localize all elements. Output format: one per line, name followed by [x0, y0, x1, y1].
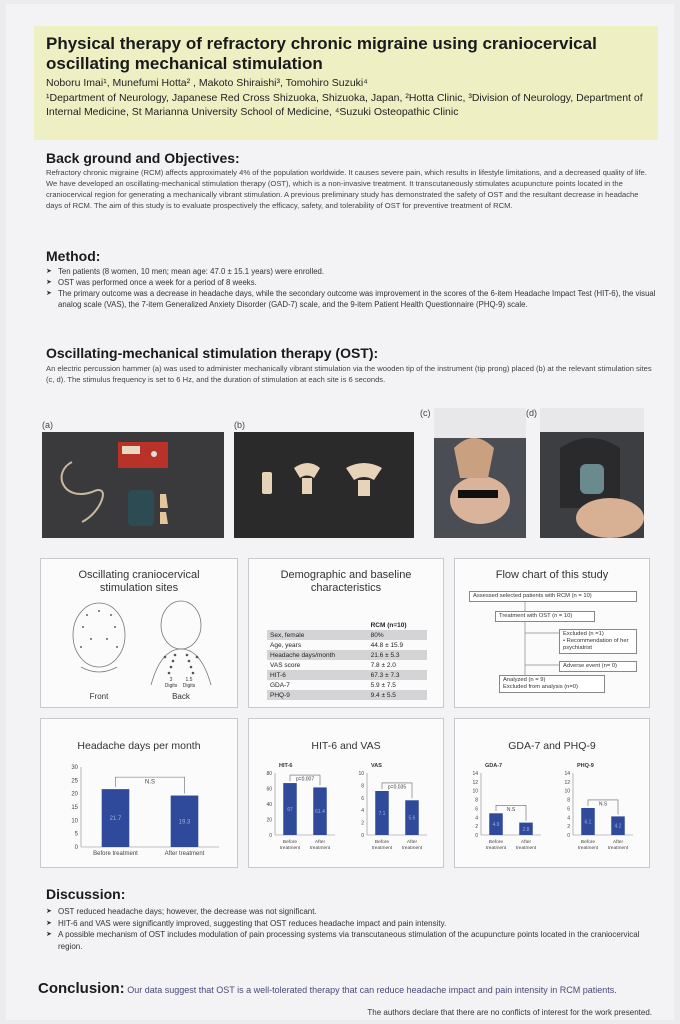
category-label: After treatment [164, 851, 205, 857]
subchart-title: VAS [371, 763, 382, 769]
sites-title: Oscillating craniocervical stimulation sites [78, 569, 200, 594]
y-tick-label: 4 [361, 808, 364, 815]
y-tick-label: 5 [74, 831, 78, 838]
flow-analyzed-label: Analyzed (n = 9) [503, 677, 546, 683]
y-tick-label: 0 [567, 833, 570, 839]
photo-label-d: (d) [526, 408, 537, 418]
category-label: treatment [515, 846, 537, 851]
photo-treatment-back [540, 408, 644, 538]
discussion-heading: Discussion: [46, 886, 126, 902]
conclusion [38, 980, 617, 997]
subchart-title: HIT-6 [279, 763, 293, 769]
table-row [267, 640, 427, 650]
y-tick-label: 14 [472, 771, 478, 777]
row-label: VAS score [270, 661, 301, 669]
panel-chart-headache-days [40, 718, 238, 868]
flow-excluded-label: Excluded (n =1) [563, 631, 604, 637]
category-label: After [314, 840, 326, 845]
bar-value-label: 67 [287, 807, 293, 814]
flow-assessed: Assessed selected patients with RCM (n = 10) [469, 591, 637, 602]
discussion-item: ➤ OST reduced headache days; however, the decrease was not significant. [46, 906, 656, 918]
y-tick-label: 8 [361, 783, 364, 790]
y-tick-label: 10 [564, 788, 570, 795]
category-label: treatment [371, 846, 393, 851]
category-label: treatment [607, 846, 629, 851]
y-tick-label: 8 [475, 797, 478, 804]
y-tick-label: 20 [71, 791, 78, 798]
flow-title: Flow chart of this study [495, 569, 609, 581]
baseline-title: Demographic and baseline characteristics [280, 569, 412, 594]
chart-title: GDA-7 and PHQ-9 [508, 740, 596, 752]
background-text: Refractory chronic migraine (RCM) affects approximately 4% of the population worldwide. It causes severe pain, which results in lifestyle limitations, and a decreased quality of life. We have developed an oscillating-mechanical stimulation therapy (OST), which is a non-invasive treatment. It transcutaneously stimulates acupuncture points located in the craniocervical region for generating a mechanically vibrant stimulation. A previous preliminary study has demonstrated the safety of OST and the resultant decrease in headache days of RCM. The aim of this study is to evaluate prospectively the efficacy, safety, and tolerability of OST for preventive treatment of RCM. [46, 168, 647, 210]
bar-value-label: 5.6 [408, 815, 416, 822]
y-tick-label: 10 [71, 818, 78, 825]
y-tick-label: 0 [361, 833, 364, 839]
row-value: 80% [368, 630, 427, 640]
authors: Noboru Imai¹, Munefumi Hotta² , Makoto Shiraishi³, Tomohiro Suzuki⁴ [46, 77, 368, 89]
category-label: After [406, 840, 418, 845]
photo-treatment-front [434, 408, 526, 538]
row-value: 21.6 ± 5.3 [368, 650, 427, 660]
title-block [34, 26, 658, 140]
ost-text: An electric percussion hammer (a) was used to administer mechanically vibrant stimulation via the wooden tip of the instrument (tip prong) placed (b) at the relevant stimulation sites (c, d). The stimulus frequency is set to 6 Hz, and the duration of stimulation at each site is 6 seconds. [46, 364, 652, 384]
table-row [267, 650, 427, 660]
method-item: ➤ The primary outcome was a decrease in headache days, while the secondary outcome was improvement in the scores of the 6-item Headache Impact Test (HIT-6), the visual analog scale (VAS), the 7-item Generalized Anxiety Disorder (GAD-7) scale, and the 9-item Patient Health Questionnaire (PHQ-9) scale. [46, 288, 656, 310]
y-tick-label: 0 [475, 833, 478, 839]
category-label: treatment [485, 846, 507, 851]
bar-value-label: 4.2 [614, 823, 622, 830]
row-label: PHQ-9 [267, 690, 368, 700]
chart-hit6-vas [249, 719, 443, 867]
poster-title: Physical therapy of refractory chronic migraine using craniocervical oscillating mechanical stimulation [46, 34, 597, 73]
subchart-title: PHQ-9 [577, 763, 594, 769]
bar-value-label: 4.9 [492, 822, 500, 829]
baseline-table [267, 621, 427, 700]
category-label: treatment [577, 846, 599, 851]
category-label: treatment [401, 846, 423, 851]
photo-hammer-device [42, 432, 224, 538]
y-tick-label: 25 [71, 778, 78, 785]
category-label: Before [374, 840, 390, 845]
category-label: treatment [279, 846, 301, 851]
significance-label: p=0.007 [295, 776, 315, 783]
y-tick-label: 15 [71, 805, 78, 811]
background-heading: Back ground and Objectives: [46, 150, 240, 166]
baseline-col-header: RCM (n=10) [370, 622, 407, 629]
bar-value-label: 19.3 [178, 819, 191, 826]
y-tick-label: 2 [567, 824, 570, 831]
y-tick-label: 4 [567, 815, 570, 822]
category-label: Before [488, 840, 504, 845]
flow-excluded-reason: • Recommendation of her psychiatrist [563, 638, 629, 651]
table-row [267, 630, 427, 640]
significance-label: p=0.035 [387, 784, 407, 791]
ost-heading: Oscillating-mechanical stimulation therapy (OST): [46, 345, 379, 361]
photo-label-c: (c) [420, 408, 431, 418]
significance-label: N.S [144, 779, 156, 786]
conclusion-heading: Conclusion: [38, 980, 125, 997]
y-tick-label: 20 [266, 817, 272, 824]
panel-chart-gda7-phq9 [454, 718, 650, 868]
panel-flow-chart [454, 558, 650, 708]
discussion-list [46, 906, 656, 952]
significance-label: N.S [506, 806, 516, 813]
row-label: Age, years [270, 641, 302, 649]
method-item: ➤ Ten patients (8 women, 10 men; mean age: 47.0 ± 15.1 years) were enrolled. [46, 266, 656, 277]
table-row [267, 670, 427, 680]
y-tick-label: 4 [475, 815, 478, 822]
y-tick-label: 6 [567, 806, 570, 813]
bar-value-label: 7.1 [378, 810, 386, 817]
flow-excluded-analysis: Excluded from analysis (n=0) [503, 684, 578, 690]
y-tick-label: 0 [269, 833, 272, 839]
flow-treatment: Treatment with OST (n = 10) [495, 611, 595, 622]
flow-adverse: Adverse event (n= 0) [559, 661, 637, 672]
affiliations: ¹Department of Neurology, Japanese Red Cross Shizuoka, Shizuoka, Japan, ²Hotta Clinic, ³Division of Neurology, Department of Internal Medicine, St Marianna University School of Medicine, ⁴Suzuki Osteopathic Clinic [46, 92, 643, 118]
y-tick-label: 6 [361, 795, 364, 802]
category-label: After [612, 840, 624, 845]
panel-chart-hit6-vas [248, 718, 444, 868]
category-label: Before treatment [93, 851, 138, 857]
digits-value-1: 3 [169, 677, 173, 683]
chart-title: Headache days per month [77, 740, 201, 752]
significance-label: N.S [598, 801, 608, 808]
row-value: 67.3 ± 7.3 [368, 670, 427, 680]
photo-tip-prongs [234, 432, 414, 538]
panel-stimulation-sites [40, 558, 238, 708]
bar-value-label: 21.7 [109, 816, 122, 823]
photo-label-a: (a) [42, 420, 53, 430]
category-label: After [520, 840, 532, 845]
row-value: 44.8 ± 15.9 [370, 641, 404, 649]
conclusion-text: Our data suggest that OST is a well-tolerated therapy that can reduce headache impact and pain intensity in RCM patients. [127, 985, 617, 995]
y-tick-label: 14 [564, 771, 570, 777]
digits-label-2: Digits [182, 683, 196, 689]
y-tick-label: 12 [564, 779, 570, 786]
category-label: Before [282, 840, 298, 845]
photo-label-b: (b) [234, 420, 245, 430]
method-list [46, 266, 656, 310]
y-tick-label: 60 [266, 786, 272, 793]
y-tick-label: 0 [74, 845, 78, 851]
chart-headache-days [41, 719, 237, 867]
flow-excluded [559, 629, 637, 654]
category-label: treatment [309, 846, 331, 851]
row-value: 9.4 ± 5.5 [368, 690, 427, 700]
row-label: HIT-6 [267, 670, 368, 680]
table-row [267, 660, 427, 670]
sites-back-label: Back [172, 692, 190, 701]
y-tick-label: 30 [71, 765, 78, 771]
y-tick-label: 40 [266, 802, 272, 808]
y-tick-label: 12 [472, 779, 478, 786]
table-row [267, 680, 427, 690]
bar-value-label: 2.8 [522, 826, 530, 833]
y-tick-label: 8 [567, 797, 570, 804]
conflict-of-interest: The authors declare that there are no conflicts of interest for the work presented. [367, 1008, 652, 1017]
discussion-item: ➤ HIT-6 and VAS were significantly improved, suggesting that OST reduces headache impact and pain intensity. [46, 918, 656, 930]
subchart-title: GDA-7 [485, 763, 503, 769]
row-value: 7.8 ± 2.0 [370, 661, 396, 669]
poster [6, 4, 674, 1020]
row-value: 5.9 ± 7.5 [370, 681, 396, 689]
bar-value-label: 61.4 [315, 809, 325, 816]
bar-value-label: 6.1 [584, 819, 592, 826]
row-label: Headache days/month [267, 650, 368, 660]
y-tick-label: 2 [361, 820, 364, 827]
row-label: GDA-7 [270, 681, 290, 689]
chart-gda7-phq9 [455, 719, 649, 867]
discussion-item: ➤ A possible mechanism of OST includes modulation of pain processing systems via transcutaneous stimulation of the acupuncture points located in the craniocervical region. [46, 929, 656, 952]
y-tick-label: 80 [266, 771, 272, 777]
chart-title: HIT-6 and VAS [311, 740, 381, 752]
flow-analyzed [499, 675, 605, 693]
y-tick-label: 10 [472, 788, 478, 795]
category-label: Before [580, 840, 596, 845]
method-item: ➤ OST was performed once a week for a period of 8 weeks. [46, 277, 656, 288]
digits-label-1: Digits [164, 683, 178, 689]
y-tick-label: 2 [475, 824, 478, 831]
row-label: Sex, female [267, 630, 368, 640]
y-tick-label: 6 [475, 806, 478, 813]
digits-value-2: 1.5 [185, 677, 193, 683]
y-tick-label: 10 [358, 771, 364, 777]
panel-baseline [248, 558, 444, 708]
sites-front-label: Front [89, 692, 109, 701]
table-row [267, 690, 427, 700]
method-heading: Method: [46, 248, 101, 264]
